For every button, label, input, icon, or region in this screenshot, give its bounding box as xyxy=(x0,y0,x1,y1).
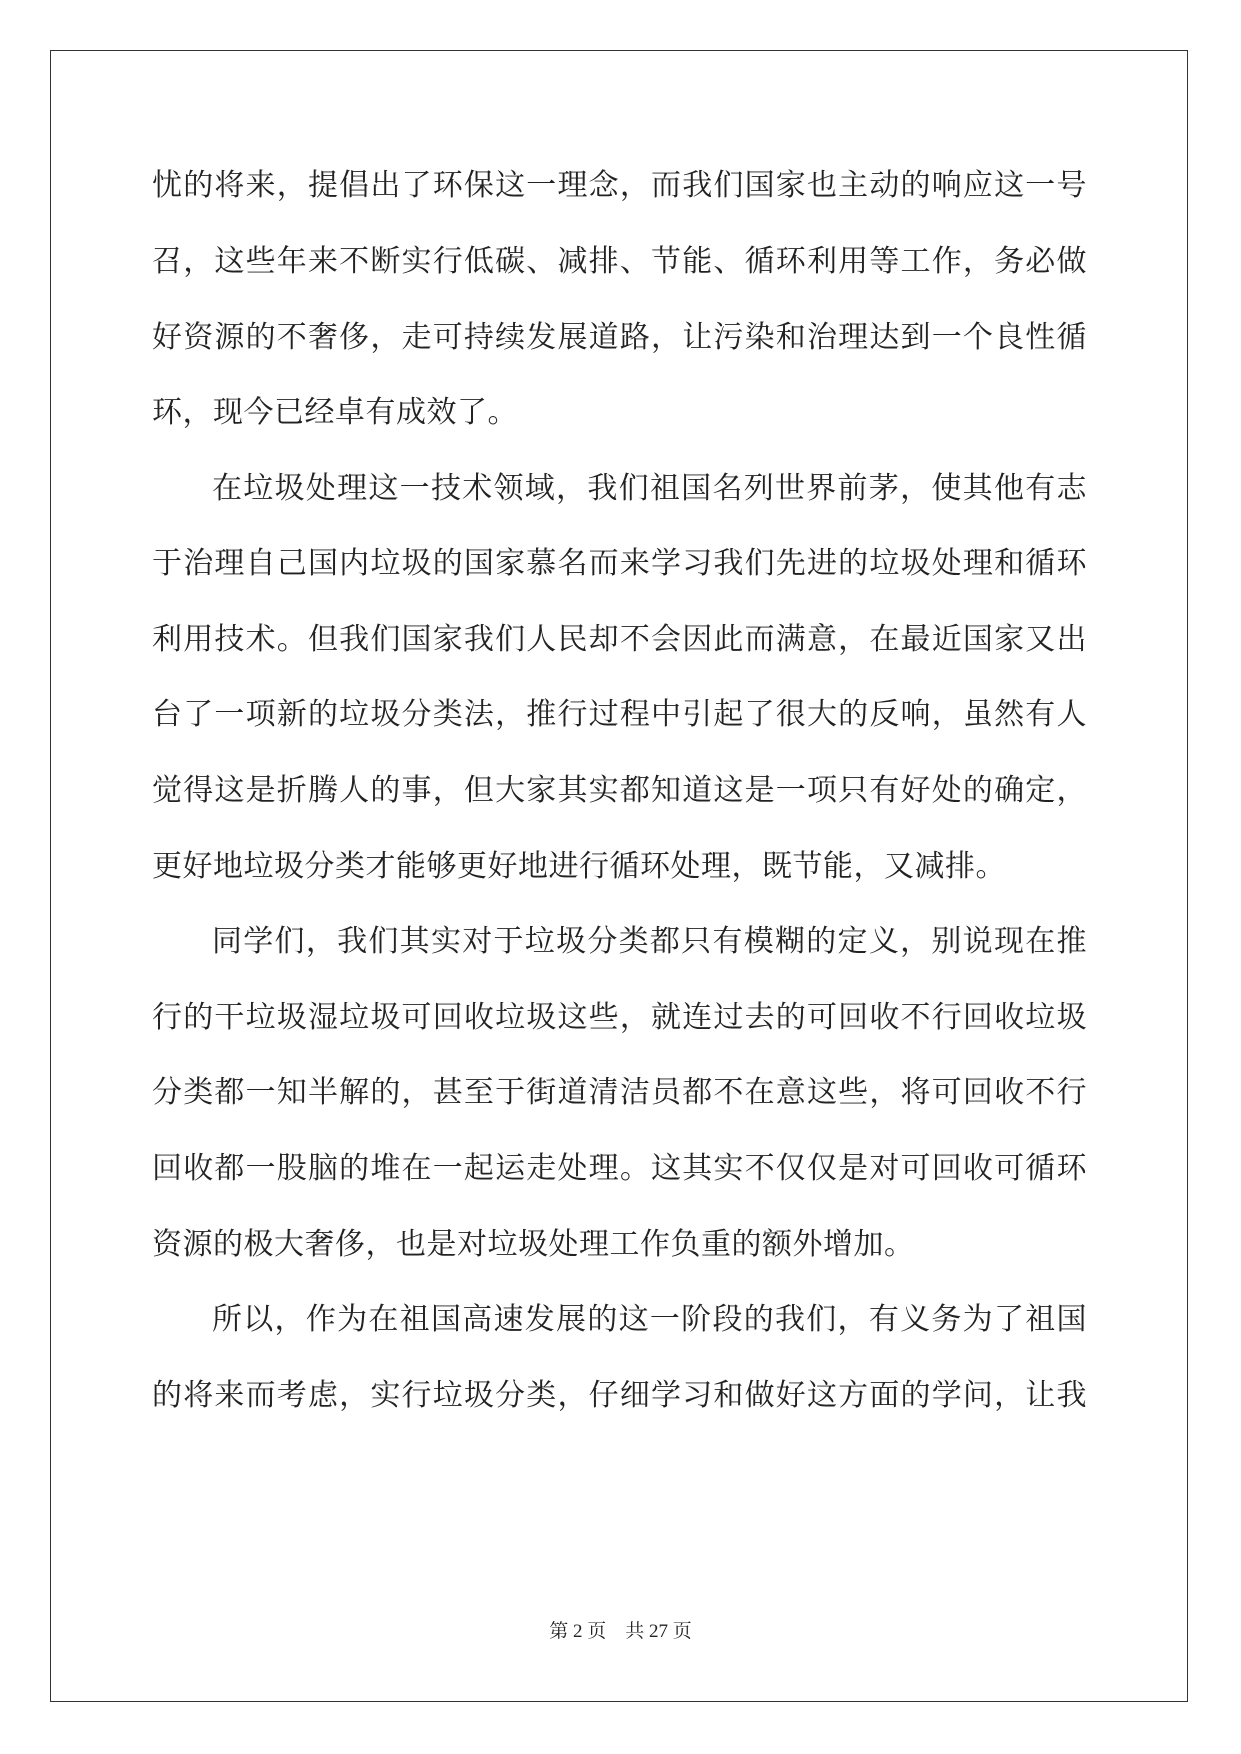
text-line: 行的干垃圾湿垃圾可回收垃圾这些，就连过去的可回收不行回收垃圾 xyxy=(152,1000,1087,1035)
text-line: 更好地垃圾分类才能够更好地进行循环处理，既节能，又减排。 xyxy=(152,849,1006,884)
text-line: 召，这些年来不断实行低碳、减排、节能、循环利用等工作，务必做 xyxy=(152,244,1087,279)
text-line: 资源的极大奢侈，也是对垃圾处理工作负重的额外增加。 xyxy=(152,1227,915,1262)
page-number-footer: 第 2 页 共 27 页 xyxy=(549,1621,692,1642)
text-line: 台了一项新的垃圾分类法，推行过程中引起了很大的反响，虽然有人 xyxy=(152,697,1087,732)
text-line: 分类都一知半解的，甚至于街道清洁员都不在意这些，将可回收不行 xyxy=(152,1075,1087,1110)
text-line: 于治理自己国内垃圾的国家慕名而来学习我们先进的垃圾处理和循环 xyxy=(152,546,1087,581)
text-line: 忧的将来，提倡出了环保这一理念，而我们国家也主动的响应这一号 xyxy=(152,168,1087,203)
paragraph-first-line: 在垃圾处理这一技术领域，我们祖国名列世界前茅，使其他有志 xyxy=(212,471,1087,506)
paragraph-first-line: 所以，作为在祖国高速发展的这一阶段的我们，有义务为了祖国 xyxy=(212,1302,1087,1337)
text-line: 环，现今已经卓有成效了。 xyxy=(152,395,518,430)
text-line: 觉得这是折腾人的事，但大家其实都知道这是一项只有好处的确定， xyxy=(152,773,1087,808)
paragraph-first-line: 同学们，我们其实对于垃圾分类都只有模糊的定义，别说现在推 xyxy=(212,924,1087,959)
text-line: 利用技术。但我们国家我们人民却不会因此而满意，在最近国家又出 xyxy=(152,622,1087,657)
text-line: 的将来而考虑，实行垃圾分类，仔细学习和做好这方面的学问，让我 xyxy=(152,1378,1087,1413)
text-line: 回收都一股脑的堆在一起运走处理。这其实不仅仅是对可回收可循环 xyxy=(152,1151,1087,1186)
text-line: 好资源的不奢侈，走可持续发展道路，让污染和治理达到一个良性循 xyxy=(152,320,1087,355)
